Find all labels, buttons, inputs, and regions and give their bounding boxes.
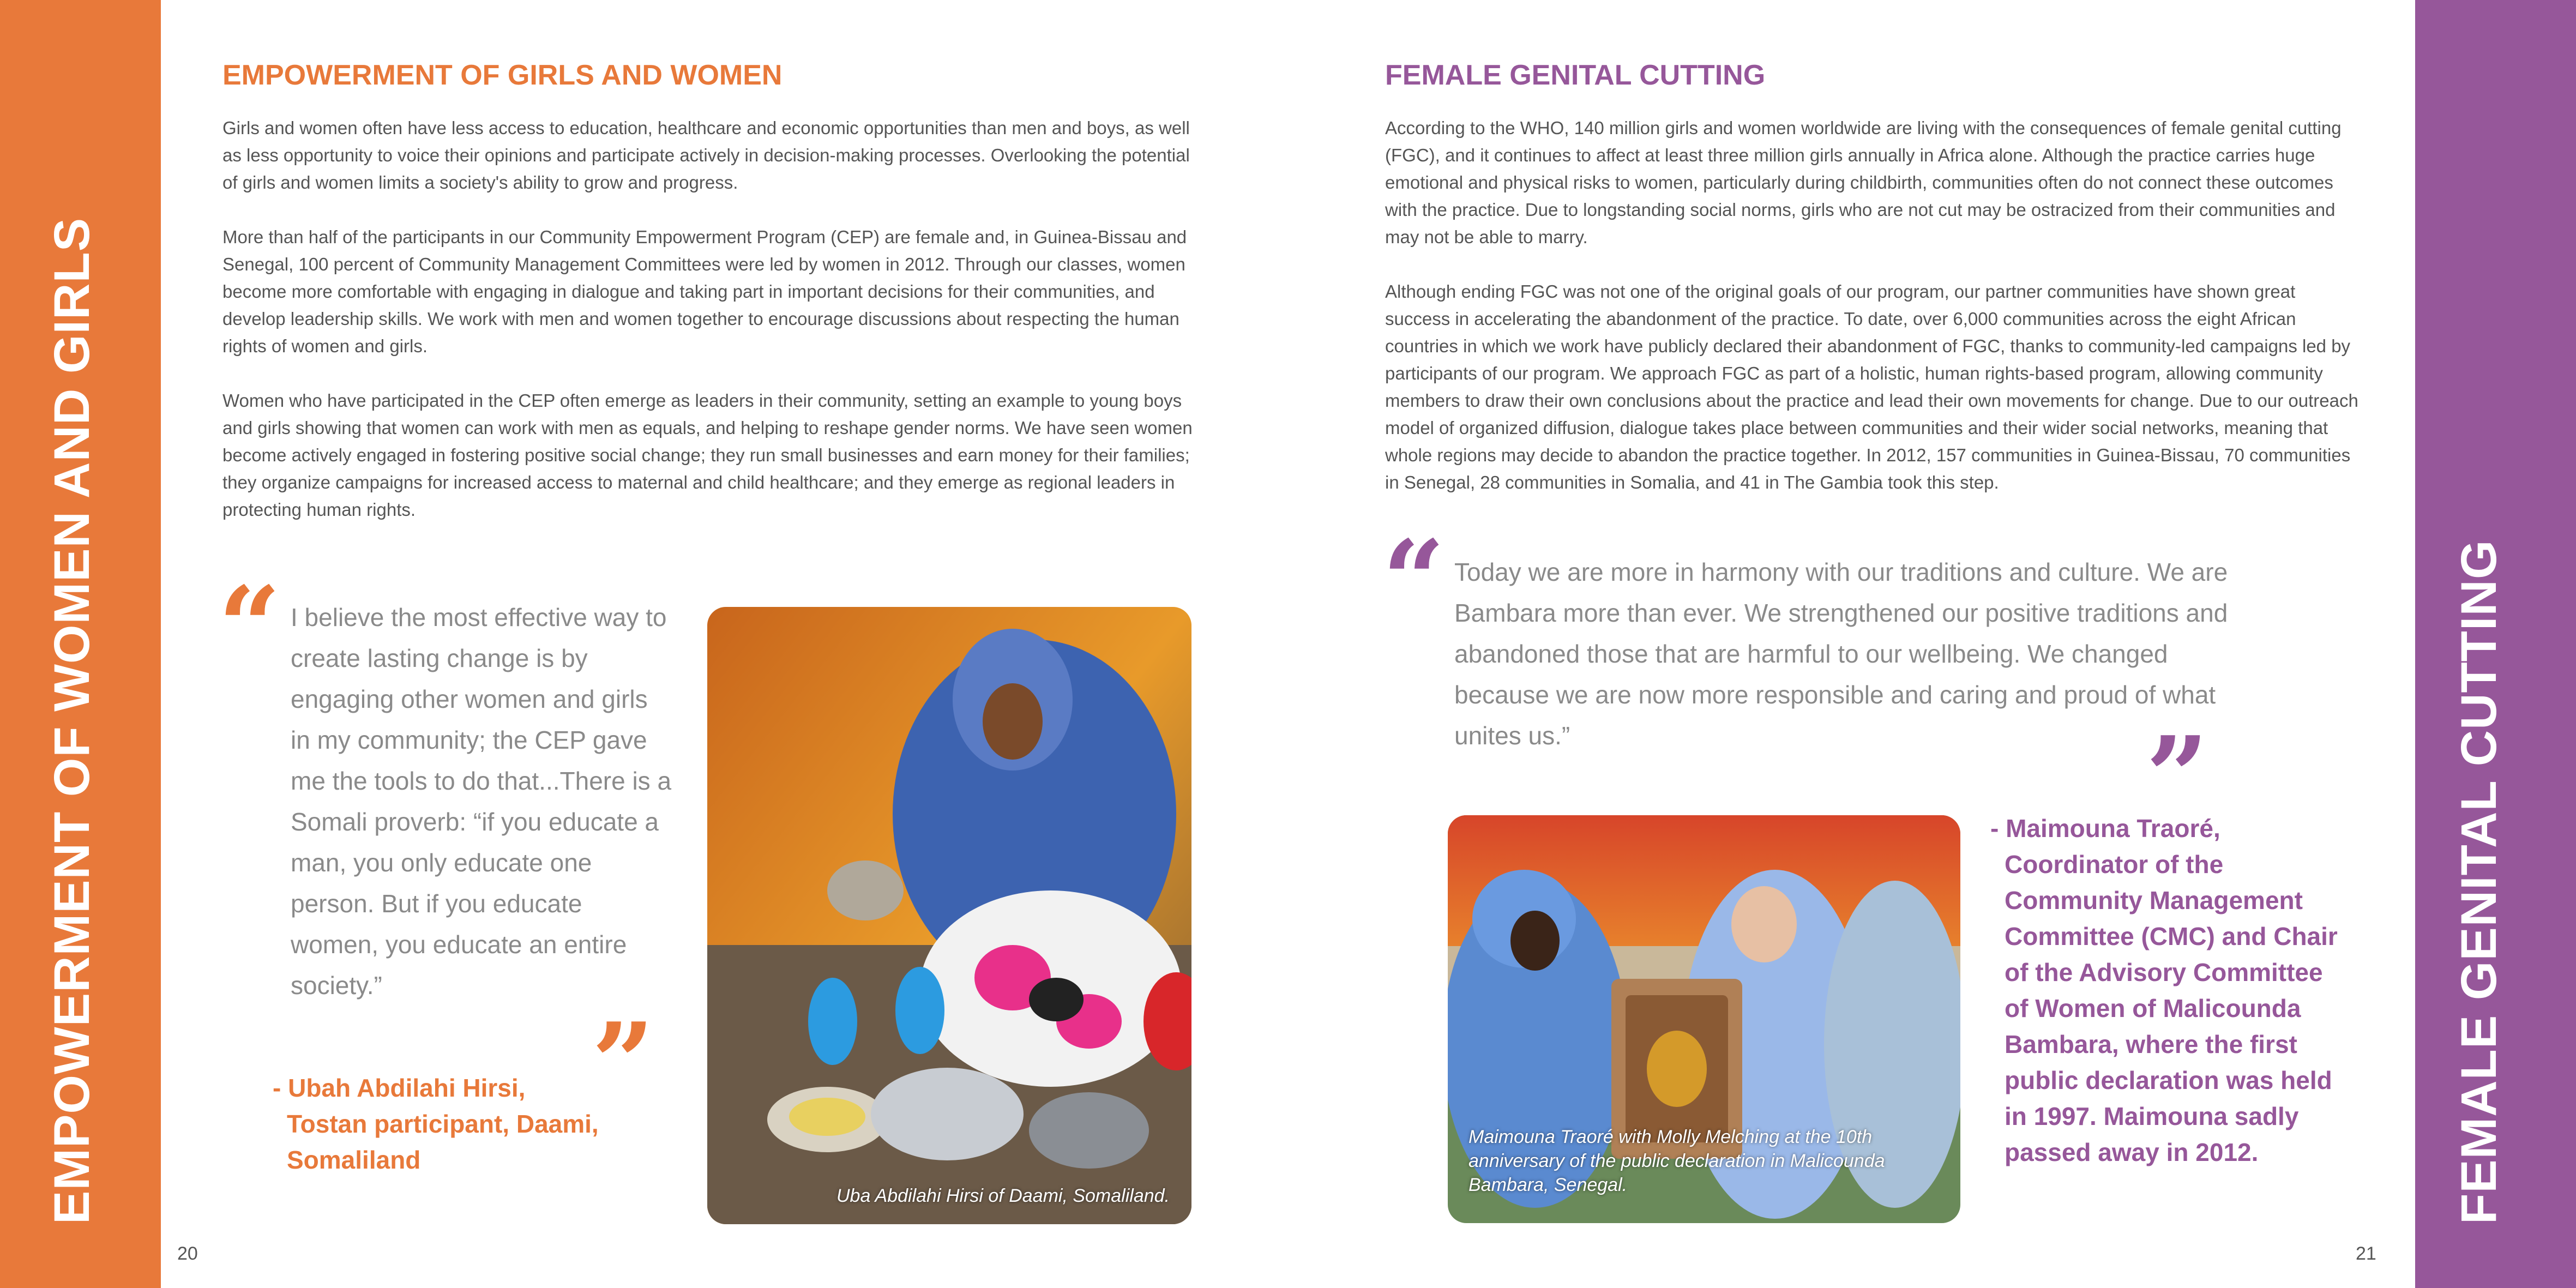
open-quote-icon: “ <box>1382 516 1446 645</box>
attribution-line: Community Management <box>2005 886 2303 914</box>
open-quote-icon: “ <box>218 563 281 691</box>
woman-pouring-tea-image <box>707 607 1191 1224</box>
left-paragraph-2: More than half of the participants in our Community Empowerment Program (CEP) are female and, in Guinea-Bissau and Senegal, 100 percent of Community Management Committees were led by women in 2012. Through our classes, women become more comfortable with engaging in dialogue and taking part in important decisions for their communities, and develop leadership skills. We work with men and women together to encourage discussions about respecting the human rights of women and girls. <box>222 227 1187 356</box>
left-side-title: EMPOWERMENT OF WOMEN AND GIRLS <box>44 217 100 1224</box>
right-photo-caption: Maimouna Traoré with Molly Melching at the 10th anniversary of the public declaration in Malicounda Bambara, Senegal. <box>1468 1127 1885 1195</box>
attribution-line: passed away in 2012. <box>2005 1138 2259 1166</box>
attribution-line: - Ubah Abdilahi Hirsi, <box>273 1074 526 1102</box>
attribution-line: Coordinator of the <box>2005 850 2224 878</box>
left-paragraph-1: Girls and women often have less access to education, healthcare and economic opportunities than men and boys, as well as less opportunity to voice their opinions and participate actively in decision-making processes. Overlooking the potential of girls and women limits a society's ability to grow and progress. <box>222 118 1190 192</box>
right-side-title: FEMALE GENITAL CUTTING <box>2451 539 2507 1224</box>
attribution-line: - Maimouna Traoré, <box>1990 814 2220 842</box>
left-quote: I believe the most effective way to create lasting change is by engaging other women and girls in my community; the CEP gave me the tools to do that...There is a Somali proverb: “if you educate a man, you only educate one person. But if you educate women, you educate an entire society.” <box>291 603 672 1000</box>
attribution-line: of the Advisory Committee <box>2005 958 2323 986</box>
left-attribution <box>273 1070 654 1178</box>
left-body <box>222 115 1193 551</box>
attribution-line: Bambara, where the first <box>2005 1030 2297 1058</box>
right-heading: FEMALE GENITAL CUTTING <box>1385 59 1766 91</box>
attribution-line: Somaliland <box>287 1146 421 1174</box>
close-quote-icon: ” <box>2146 713 2209 841</box>
right-attribution <box>1990 810 2367 1170</box>
left-sidebar <box>0 0 161 1288</box>
attribution-line: public declaration was held <box>2005 1066 2332 1094</box>
right-body <box>1385 115 2361 523</box>
left-photo <box>707 607 1191 1224</box>
close-quote-icon: ” <box>592 999 655 1127</box>
left-paragraph-3: Women who have participated in the CEP often emerge as leaders in their community, setting an example to young boys and girls showing that women can work with men as equals, and helping to reshape gender norms. We have seen women become actively engaged in fostering positive social change; they run small businesses and earn money for their families; they organize campaigns for increased access to maternal and child healthcare; and they emerge as regional leaders in protecting human rights. <box>222 390 1193 520</box>
right-quote: Today we are more in harmony with our traditions and culture. We are Bambara more than ever. We strengthened our positive traditions and abandoned those that are harmful to our wellbeing. We changed because we are now more responsible and caring and proud of what unites us.” <box>1454 558 2228 750</box>
attribution-line: in 1997. Maimouna sadly <box>2005 1102 2299 1130</box>
left-page-number: 20 <box>177 1243 198 1264</box>
right-page-number: 21 <box>2356 1243 2376 1264</box>
left-heading: EMPOWERMENT OF GIRLS AND WOMEN <box>222 59 783 91</box>
attribution-line: Committee (CMC) and Chair <box>2005 922 2338 950</box>
attribution-line: of Women of Malicounda <box>2005 994 2301 1022</box>
right-sidebar <box>2415 0 2576 1288</box>
right-paragraph-1: According to the WHO, 140 million girls and women worldwide are living with the consequences of female genital cutting (FGC), and it continues to affect at least three million girls annually in Africa alone. Although the practice carries huge emotional and physical risks to women, particularly during childbirth, communities often do not connect these outcomes with the practice. Due to longstanding social norms, girls who are not cut may be ostracized from their communities and may not be able to marry. <box>1385 118 2342 247</box>
right-photo <box>1448 815 1960 1223</box>
attribution-line: Tostan participant, Daami, <box>287 1110 599 1138</box>
right-paragraph-2: Although ending FGC was not one of the original goals of our program, our partner communities have shown great success in accelerating the abandonment of the practice. To date, over 6,000 communities across the eight African countries in which we work have publicly declared their abandonment of FGC, thanks to community-led campaigns led by participants of our program. We approach FGC as part of a holistic, human rights-based program, allowing community members to draw their own conclusions about the practice and lead their own movements for change. Due to our outreach model of organized diffusion, dialogue takes place between communities and their wider social networks, meaning that whole regions may decide to abandon the practice together. In 2012, 157 communities in Guinea-Bissau, 70 communities in Senegal, 28 communities in Somalia, and 41 in The Gambia took this step. <box>1385 281 2358 492</box>
left-photo-caption: Uba Abdilahi Hirsi of Daami, Somaliland. <box>836 1185 1170 1206</box>
